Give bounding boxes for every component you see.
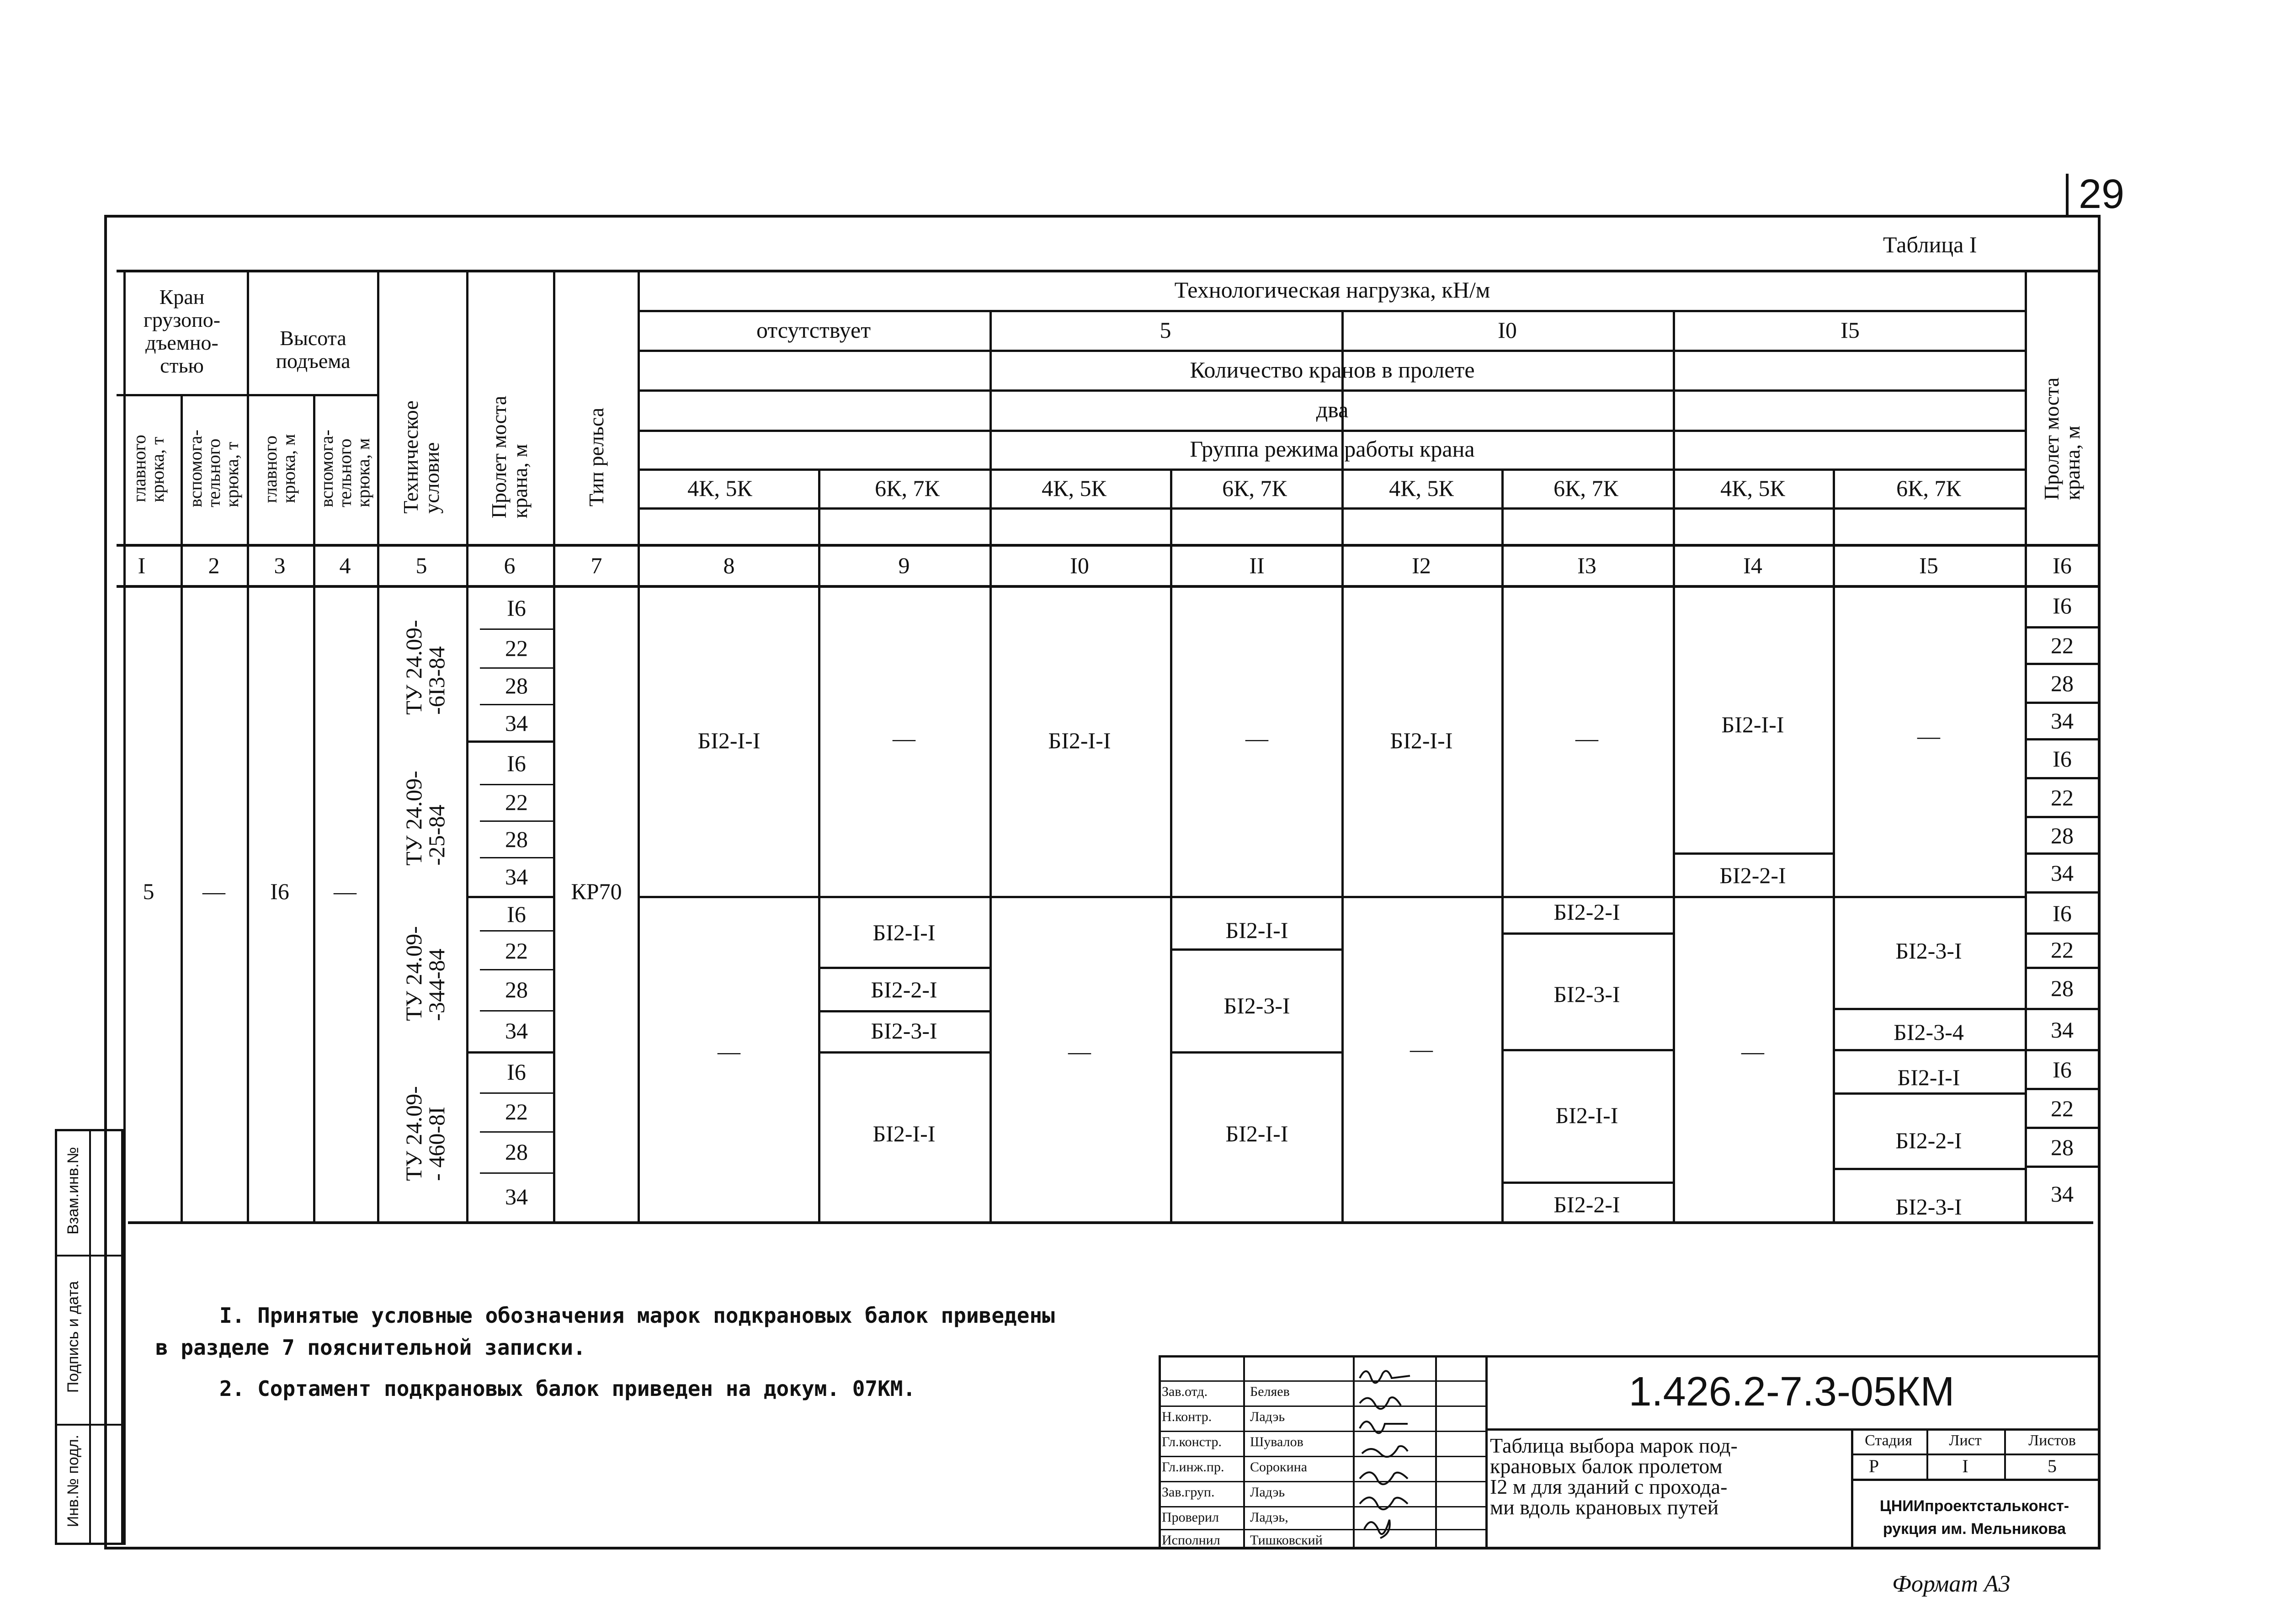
table-label: Таблица I: [1883, 232, 1977, 257]
col6-header: Пролет моста крана, м: [487, 395, 532, 519]
inner-frame-left: [123, 270, 126, 1545]
tech-condition-1: ТУ 24.09- -6I3-84: [401, 620, 449, 715]
col7-header: Тип рельса: [585, 407, 608, 507]
sheet-value: I: [1962, 1456, 1968, 1476]
format-label: Формат А3: [1892, 1571, 2011, 1597]
stamp-sign-date: Подпись и дата: [64, 1281, 82, 1393]
kran-header-l3: дъемно-: [145, 331, 218, 354]
aux-hook-capacity: —: [202, 879, 225, 904]
kran-header-l1: Кран: [159, 285, 205, 309]
tech-condition-2: ТУ 24.09- -25-84: [401, 771, 449, 866]
col16-header: Пролет моста крана, м: [2040, 377, 2084, 501]
load-absent: отсутствует: [756, 317, 871, 343]
stamp-inv-orig: Инв.№ подл.: [64, 1434, 82, 1528]
load-5: 5: [1160, 317, 1171, 343]
tech-condition-4: ТУ 24.09- - 460-8I: [401, 1086, 449, 1181]
col1-header: главного крюка, т: [129, 435, 168, 502]
crane-count-two: два: [1316, 397, 1349, 422]
org-name-l1: ЦНИИпроектстальконст-: [1879, 1497, 2069, 1515]
crane-count-header: Количество кранов в пролете: [1190, 357, 1475, 383]
main-hook-height: I6: [270, 879, 289, 904]
note-1-cont: в разделе 7 пояснительной записки.: [155, 1335, 586, 1360]
col3-header: главного крюка, м: [260, 434, 299, 503]
aux-hook-height: —: [334, 879, 356, 904]
doc-title-l1: Таблица выбора марок под-: [1490, 1434, 1738, 1457]
main-hook-capacity: 5: [143, 879, 154, 904]
note-2: 2. Сортамент подкрановых балок приведен на докум. 07КМ.: [219, 1376, 916, 1401]
mode-9: 6К, 7К: [875, 475, 940, 501]
col2-header: вспомога- тельного крюка, т: [185, 430, 242, 507]
mode-13: 6К, 7К: [1553, 475, 1618, 501]
height-header-l1: Высота: [280, 326, 346, 350]
doc-code: 1.426.2-7.3-05КМ: [1628, 1369, 1955, 1415]
sheet-number-divider: [2066, 174, 2069, 218]
note-1: I. Принятые условные обозначения марок подкрановых балок приведены: [219, 1303, 1055, 1328]
tech-condition-3: ТУ 24.09- -344-84: [401, 926, 449, 1021]
sheets-label: Листов: [2028, 1432, 2076, 1449]
col5-header: Техническое условие: [399, 400, 443, 514]
mode-11: 6К, 7К: [1222, 475, 1287, 501]
mode-15: 6К, 7К: [1896, 475, 1961, 501]
sheet-label: Лист: [1949, 1432, 1982, 1449]
mode-8: 4К, 5К: [687, 475, 752, 501]
height-header-l2: подъема: [276, 349, 351, 373]
mode-group-header: Группа режима работы крана: [1190, 436, 1475, 462]
doc-title-l4: ми вдоль крановых путей: [1490, 1496, 1719, 1519]
mode-14: 4К, 5К: [1720, 475, 1785, 501]
load-15: I5: [1840, 317, 1860, 343]
stamp-replace-inv: Взам.инв.№: [64, 1147, 82, 1235]
mode-10: 4К, 5К: [1042, 475, 1106, 501]
stage-value: Р: [1868, 1456, 1879, 1476]
col4-header: вспомога- тельного крюка, м: [316, 430, 373, 507]
sheets-value: 5: [2048, 1456, 2057, 1476]
stage-label: Стадия: [1865, 1432, 1912, 1449]
doc-title-l3: I2 м для зданий с проходa-: [1490, 1475, 1728, 1498]
kran-header-l4: стью: [160, 354, 204, 377]
rail-type: КР70: [571, 879, 622, 904]
mode-12: 4К, 5К: [1389, 475, 1454, 501]
load-10: I0: [1498, 317, 1517, 343]
tech-load-header: Технологическая нагрузка, кН/м: [1174, 277, 1490, 303]
sheet-number: 29: [2079, 171, 2125, 217]
kran-header-l2: грузопо-: [143, 308, 221, 331]
org-name-l2: рукция им. Мельникова: [1883, 1520, 2066, 1538]
doc-title-l2: крановых балок пролетом: [1490, 1454, 1723, 1478]
signatures: [1355, 1360, 1433, 1547]
